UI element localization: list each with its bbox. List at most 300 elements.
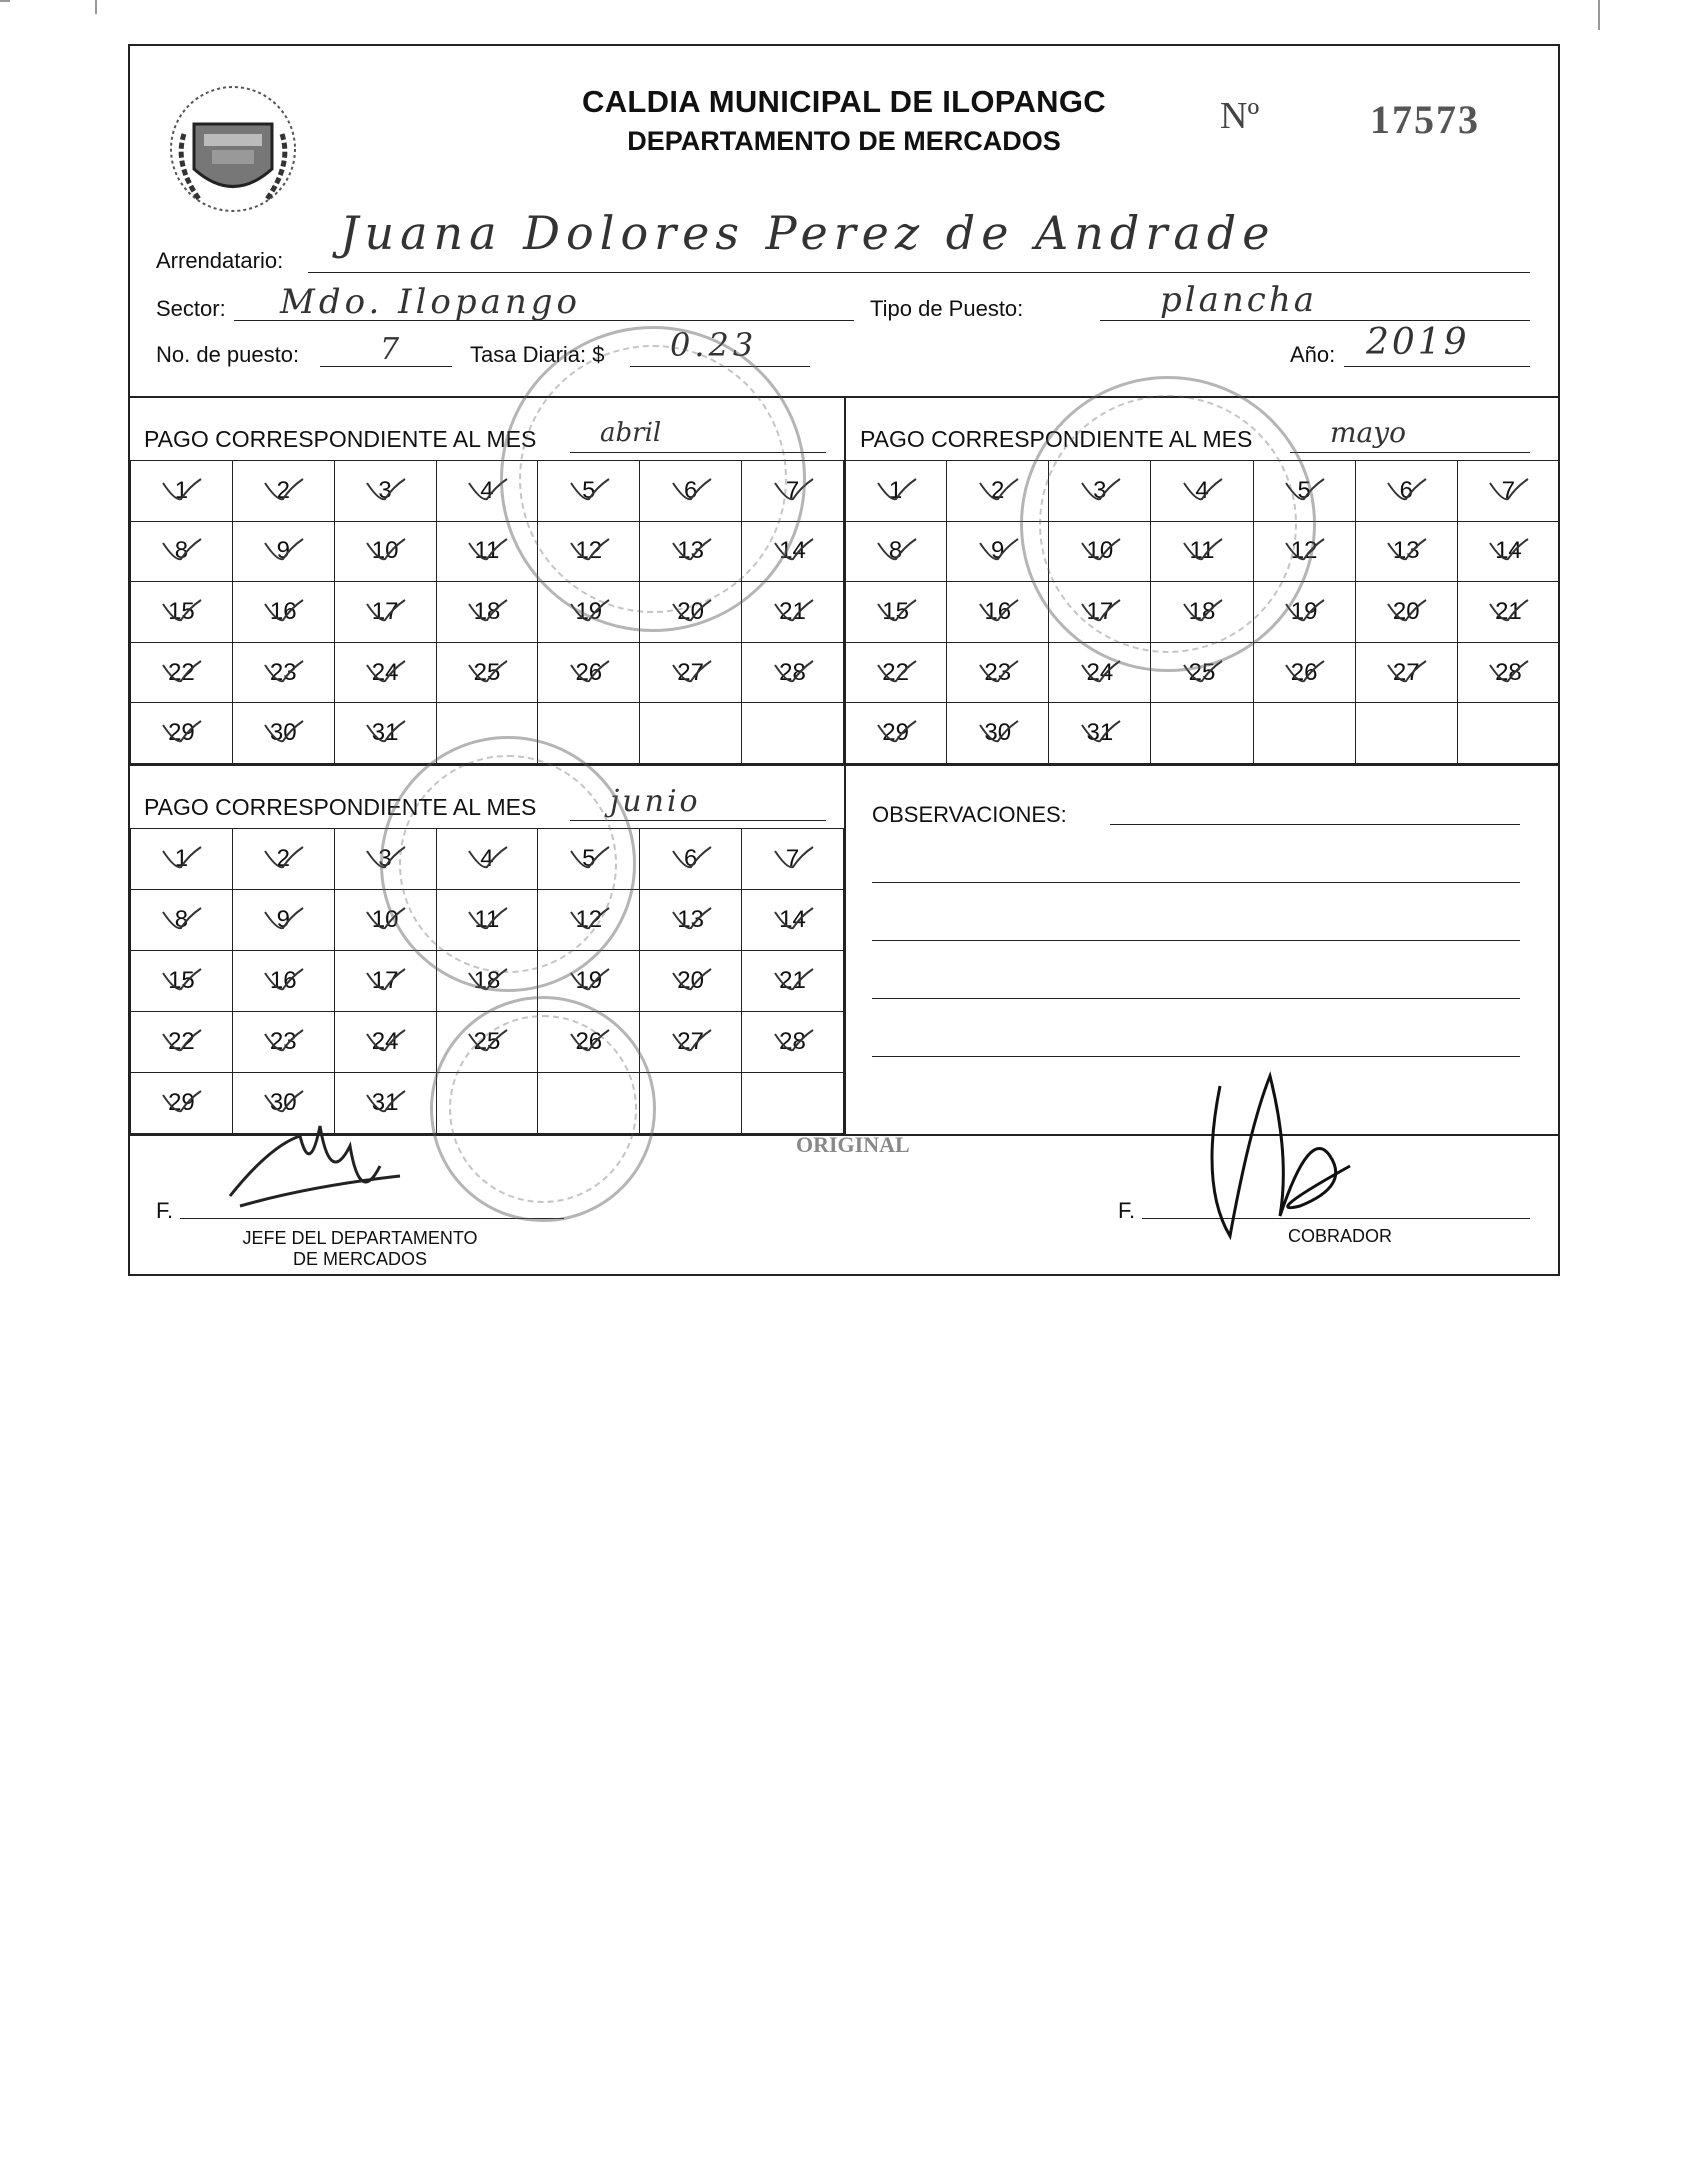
calendar-day-cell: [436, 829, 538, 890]
day-number: 17: [371, 967, 399, 994]
tipo-puesto-label: Tipo de Puesto:: [870, 296, 1024, 321]
payment-check-mark-icon: [567, 475, 613, 505]
calendar-day-cell: [845, 461, 947, 522]
day-number: 24: [371, 658, 399, 686]
calendar-row: [845, 703, 1560, 764]
payment-check-mark-icon: [1486, 475, 1532, 505]
payment-check-mark-icon: [1384, 475, 1430, 505]
day-number: 2: [276, 476, 290, 504]
day-number: 22: [168, 658, 195, 686]
payment-check-mark-icon: [976, 657, 1022, 687]
scan-edge-mark: [0, 0, 10, 2]
payment-check-mark-icon: [363, 843, 409, 873]
payment-check-mark-icon: [1282, 596, 1328, 626]
day-number: 1: [174, 845, 189, 872]
day-number: 16: [269, 597, 297, 625]
day-number: 12: [575, 906, 603, 933]
day-number: 9: [276, 537, 290, 565]
calendar-day-cell: [947, 642, 1049, 703]
day-number: 20: [1392, 597, 1420, 625]
observaciones-line-5: [872, 1056, 1520, 1057]
calendar-day-cell: [131, 642, 233, 703]
calendar-day-cell: [1355, 521, 1457, 582]
calendar-day-cell: [1355, 642, 1457, 703]
payment-check-mark-icon: [567, 657, 613, 687]
payment-check-mark-icon: [363, 904, 409, 934]
calendar-day-cell: [640, 642, 742, 703]
payment-check-mark-icon: [159, 1026, 205, 1056]
payment-check-mark-icon: [261, 535, 307, 565]
calendar-row: [131, 642, 844, 703]
calendar-day-cell: [640, 890, 742, 951]
calendar-day-cell: [1457, 642, 1559, 703]
day-number: 12: [1290, 537, 1318, 565]
calendar-day-cell: [742, 1012, 844, 1073]
calendar-day-cell: [538, 461, 640, 522]
day-number: 22: [168, 1028, 195, 1055]
calendar-day-cell: [436, 521, 538, 582]
calendar-day-cell: [742, 521, 844, 582]
payment-check-mark-icon: [261, 717, 307, 747]
day-number: 15: [882, 597, 909, 625]
day-number: 2: [276, 845, 290, 872]
calendar-day-cell: [947, 703, 1049, 764]
payment-check-mark-icon: [976, 535, 1022, 565]
calendar-day-cell: [538, 703, 640, 764]
payment-check-mark-icon: [1486, 535, 1532, 565]
anio-value: 2019: [1366, 322, 1470, 363]
payment-check-mark-icon: [159, 904, 205, 934]
left-signature: [210, 1106, 410, 1226]
form-number: 17573: [1370, 97, 1480, 142]
payment-check-mark-icon: [1078, 657, 1124, 687]
day-number: 13: [677, 906, 704, 933]
calendar-day-cell: [1457, 521, 1559, 582]
payment-check-mark-icon: [771, 1026, 817, 1056]
day-number: 6: [683, 845, 698, 872]
calendar-day-cell: [232, 1012, 334, 1073]
calendar-day-cell: [538, 1073, 640, 1134]
observaciones-line-2: [872, 882, 1520, 883]
calendar-day-cell: [742, 951, 844, 1012]
calendar-day-cell: [334, 582, 436, 643]
day-number: 18: [473, 967, 501, 994]
day-number: 8: [888, 537, 903, 565]
left-signature-caption: [210, 1228, 510, 1270]
calendar-day-cell: [640, 703, 742, 764]
sector-value: Mdo. Ilopango: [280, 282, 582, 322]
calendar-day-cell: [640, 829, 742, 890]
day-number: 9: [991, 537, 1005, 565]
day-number: 3: [1093, 476, 1107, 504]
payment-check-mark-icon: [1486, 596, 1532, 626]
calendar-day-cell: [131, 951, 233, 1012]
day-number: 9: [276, 906, 290, 933]
payment-check-mark-icon: [261, 904, 307, 934]
day-number: 4: [480, 845, 494, 872]
payment-check-mark-icon: [363, 965, 409, 995]
calendar-day-cell: [436, 461, 538, 522]
calendar-day-cell: [1151, 703, 1253, 764]
payment-check-mark-icon: [261, 657, 307, 687]
tipo-puesto-line: [1100, 320, 1530, 321]
calendar-day-cell: [742, 642, 844, 703]
day-number: 29: [168, 1089, 195, 1116]
payment-check-mark-icon: [1180, 475, 1226, 505]
calendar-day-cell: [742, 582, 844, 643]
month-1-line: [570, 452, 826, 453]
calendar-day-cell: [334, 703, 436, 764]
middle-divider-lower: [844, 764, 846, 1134]
calendar-day-cell: [1253, 461, 1355, 522]
calendar-day-cell: [538, 642, 640, 703]
left-signature-label: F.: [156, 1198, 174, 1223]
calendar-day-cell: [232, 461, 334, 522]
day-number: 15: [168, 597, 195, 625]
calendar-row: [131, 461, 844, 522]
payment-check-mark-icon: [363, 657, 409, 687]
original-mark: ORIGINAL: [796, 1132, 910, 1157]
payment-check-mark-icon: [771, 535, 817, 565]
day-number: 30: [269, 719, 297, 747]
calendar-day-cell: [232, 642, 334, 703]
calendar-row: [131, 829, 844, 890]
payment-check-mark-icon: [261, 965, 307, 995]
month-2-label: PAGO CORRESPONDIENTE AL MES: [860, 426, 1253, 452]
payment-check-mark-icon: [363, 535, 409, 565]
day-number: 10: [371, 537, 399, 565]
calendar-day-cell: [640, 1012, 742, 1073]
payment-check-mark-icon: [159, 596, 205, 626]
payment-check-mark-icon: [1078, 535, 1124, 565]
calendar-day-cell: [131, 890, 233, 951]
day-number: 30: [269, 1089, 297, 1116]
scan-edge-mark: [1598, 0, 1600, 30]
right-signature-label: F.: [1118, 1198, 1136, 1223]
payment-check-mark-icon: [771, 596, 817, 626]
calendar-day-cell: [334, 890, 436, 951]
payment-check-mark-icon: [465, 596, 511, 626]
calendar-day-cell: [436, 703, 538, 764]
payment-check-mark-icon: [465, 904, 511, 934]
calendar-row: [845, 461, 1560, 522]
day-number: 16: [269, 967, 297, 994]
payment-check-mark-icon: [771, 657, 817, 687]
tasa-line: [630, 366, 810, 367]
calendar-day-cell: [1457, 582, 1559, 643]
day-number: 8: [174, 537, 189, 565]
right-signature: [1180, 1066, 1380, 1246]
day-number: 24: [1086, 658, 1114, 686]
calendar-day-cell: [742, 1073, 844, 1134]
calendar-day-cell: [1355, 703, 1457, 764]
payment-check-mark-icon: [669, 657, 715, 687]
payment-check-mark-icon: [1282, 657, 1328, 687]
day-number: 11: [474, 537, 500, 565]
payment-check-mark-icon: [363, 717, 409, 747]
payment-check-mark-icon: [465, 1026, 511, 1056]
day-number: 1: [888, 476, 903, 504]
day-number: 21: [779, 597, 806, 625]
calendar-day-cell: [1253, 582, 1355, 643]
day-number: 16: [984, 597, 1012, 625]
calendar-day-cell: [845, 703, 947, 764]
payment-check-mark-icon: [465, 843, 511, 873]
payment-check-mark-icon: [1384, 535, 1430, 565]
payment-check-mark-icon: [1384, 596, 1430, 626]
payment-check-mark-icon: [567, 1026, 613, 1056]
calendar-day-cell: [232, 951, 334, 1012]
calendar-day-cell: [742, 890, 844, 951]
day-number: 27: [1392, 658, 1420, 686]
day-number: 2: [991, 476, 1005, 504]
left-caption-line-1: JEFE DEL DEPARTAMENTO: [242, 1228, 478, 1248]
calendar-day-cell: [538, 951, 640, 1012]
arrendatario-label: Arrendatario:: [156, 248, 284, 273]
day-number: 3: [378, 845, 392, 872]
day-number: 10: [371, 906, 399, 933]
calendar-row: [131, 1012, 844, 1073]
observaciones-line-4: [872, 998, 1520, 999]
tasa-label: Tasa Diaria: $: [470, 342, 605, 367]
calendar-day-cell: [131, 1012, 233, 1073]
calendar-day-cell: [436, 1012, 538, 1073]
arrendatario-value: Juana Dolores Perez de Andrade: [340, 206, 1276, 260]
day-number: 7: [785, 845, 800, 872]
calendar-day-cell: [232, 829, 334, 890]
calendar-day-cell: [334, 1012, 436, 1073]
payment-check-mark-icon: [669, 843, 715, 873]
day-number: 29: [882, 719, 909, 747]
calendar-row: [131, 951, 844, 1012]
calendar-day-cell: [334, 642, 436, 703]
payment-check-mark-icon: [771, 965, 817, 995]
calendar-day-cell: [334, 951, 436, 1012]
calendar-day-cell: [640, 521, 742, 582]
day-number: 23: [269, 1028, 297, 1055]
day-number: 24: [371, 1028, 399, 1055]
calendar-day-cell: [1253, 642, 1355, 703]
anio-line: [1344, 366, 1530, 367]
payment-check-mark-icon: [261, 1026, 307, 1056]
puesto-value: 7: [380, 332, 400, 367]
day-number: 29: [168, 719, 195, 747]
payment-check-mark-icon: [874, 657, 920, 687]
day-number: 18: [1188, 597, 1216, 625]
month-2-value: mayo: [1330, 416, 1406, 449]
day-number: 28: [779, 658, 806, 686]
calendar-day-cell: [845, 521, 947, 582]
payment-check-mark-icon: [261, 596, 307, 626]
payment-check-mark-icon: [261, 475, 307, 505]
payment-check-mark-icon: [567, 843, 613, 873]
left-caption-line-2: DE MERCADOS: [292, 1249, 427, 1269]
calendar-day-cell: [1355, 461, 1457, 522]
day-number: 13: [1392, 537, 1420, 565]
month-3-label: PAGO CORRESPONDIENTE AL MES: [144, 794, 537, 820]
day-number: 30: [984, 719, 1012, 747]
day-number: 12: [575, 537, 603, 565]
calendar-day-cell: [436, 890, 538, 951]
calendar-day-cell: [1049, 461, 1151, 522]
calendar-day-cell: [742, 703, 844, 764]
calendar-row: [131, 521, 844, 582]
calendar-day-cell: [436, 951, 538, 1012]
calendar-day-cell: [436, 582, 538, 643]
puesto-label: No. de puesto:: [156, 342, 300, 367]
day-number: 14: [1495, 537, 1522, 565]
calendar-month-3: [130, 828, 844, 1134]
calendar-day-cell: [640, 461, 742, 522]
calendar-day-cell: [436, 642, 538, 703]
calendar-day-cell: [538, 890, 640, 951]
payment-check-mark-icon: [1078, 475, 1124, 505]
calendar-day-cell: [1049, 642, 1151, 703]
month-1-value: abril: [600, 418, 662, 448]
calendar-day-cell: [1457, 461, 1559, 522]
calendar-day-cell: [538, 829, 640, 890]
day-number: 5: [582, 476, 596, 504]
day-number: 19: [575, 967, 603, 994]
calendar-day-cell: [1151, 582, 1253, 643]
day-number: 21: [779, 967, 806, 994]
day-number: 1: [174, 476, 189, 504]
calendar-day-cell: [131, 703, 233, 764]
day-number: 20: [677, 967, 704, 994]
month-3-value: junio: [610, 784, 701, 819]
day-number: 19: [1290, 597, 1318, 625]
payment-check-mark-icon: [771, 843, 817, 873]
payment-check-mark-icon: [567, 596, 613, 626]
day-number: 8: [174, 906, 189, 933]
calendar-day-cell: [640, 582, 742, 643]
payment-check-mark-icon: [874, 717, 920, 747]
observaciones-line-3: [872, 940, 1520, 941]
day-number: 21: [1495, 597, 1522, 625]
calendar-day-cell: [1151, 461, 1253, 522]
calendar-day-cell: [334, 521, 436, 582]
calendar-day-cell: [131, 461, 233, 522]
calendar-row: [845, 521, 1560, 582]
tasa-value: 0.23: [670, 326, 758, 364]
market-payment-form: [128, 44, 1560, 1276]
payment-check-mark-icon: [669, 596, 715, 626]
day-number: 31: [1086, 719, 1114, 747]
calendar-month-2: [844, 460, 1560, 764]
day-number: 26: [575, 658, 603, 686]
calendar-day-cell: [232, 890, 334, 951]
form-subtitle: DEPARTAMENTO DE MERCADOS: [627, 126, 1061, 156]
calendar-row: [131, 890, 844, 951]
day-number: 17: [371, 597, 399, 625]
day-number: 31: [371, 1089, 399, 1116]
form-title: CALDIA MUNICIPAL DE ILOPANGC: [582, 84, 1106, 119]
calendar-day-cell: [845, 582, 947, 643]
payment-check-mark-icon: [1078, 717, 1124, 747]
day-number: 11: [1189, 537, 1215, 565]
day-number: 6: [1399, 476, 1413, 504]
payment-check-mark-icon: [159, 965, 205, 995]
month-2-line: [1290, 452, 1530, 453]
calendar-day-cell: [232, 521, 334, 582]
payment-check-mark-icon: [669, 965, 715, 995]
payment-check-mark-icon: [567, 535, 613, 565]
calendar-day-cell: [1457, 703, 1559, 764]
calendar-row: [845, 582, 1560, 643]
calendar-row: [131, 703, 844, 764]
calendar-row: [845, 642, 1560, 703]
day-number: 7: [785, 476, 800, 504]
day-number: 28: [1495, 658, 1522, 686]
calendar-day-cell: [436, 1073, 538, 1134]
payment-check-mark-icon: [159, 475, 205, 505]
payment-check-mark-icon: [771, 475, 817, 505]
day-number: 4: [1195, 476, 1209, 504]
day-number: 5: [1297, 476, 1311, 504]
payment-check-mark-icon: [159, 657, 205, 687]
payment-check-mark-icon: [159, 717, 205, 747]
anio-label: Año:: [1290, 342, 1336, 367]
calendar-day-cell: [131, 582, 233, 643]
month-1-label: PAGO CORRESPONDIENTE AL MES: [144, 426, 537, 452]
calendar-month-1: [130, 460, 844, 764]
payment-check-mark-icon: [1180, 657, 1226, 687]
calendar-day-cell: [1253, 521, 1355, 582]
calendar-day-cell: [1049, 582, 1151, 643]
calendar-day-cell: [742, 461, 844, 522]
calendar-day-cell: [845, 642, 947, 703]
day-number: 19: [575, 597, 603, 625]
calendar-day-cell: [1049, 521, 1151, 582]
day-number: 26: [1290, 658, 1318, 686]
tipo-puesto-value: plancha: [1160, 280, 1318, 320]
day-number: 22: [882, 658, 909, 686]
sector-label: Sector:: [156, 296, 226, 321]
calendar-day-cell: [947, 582, 1049, 643]
payment-check-mark-icon: [261, 843, 307, 873]
calendar-day-cell: [1253, 703, 1355, 764]
calendar-day-cell: [1355, 582, 1457, 643]
payment-check-mark-icon: [465, 965, 511, 995]
calendar-day-cell: [1049, 703, 1151, 764]
payment-check-mark-icon: [669, 535, 715, 565]
payment-check-mark-icon: [363, 1026, 409, 1056]
calendar-day-cell: [131, 521, 233, 582]
number-label: Nº: [1220, 95, 1260, 137]
arrendatario-line: [308, 272, 1530, 273]
day-number: 18: [473, 597, 501, 625]
calendar-day-cell: [538, 521, 640, 582]
payment-check-mark-icon: [159, 1087, 205, 1117]
calendar-day-cell: [131, 829, 233, 890]
day-number: 6: [683, 476, 698, 504]
payment-check-mark-icon: [159, 843, 205, 873]
payment-check-mark-icon: [874, 475, 920, 505]
day-number: 23: [269, 658, 297, 686]
payment-check-mark-icon: [465, 535, 511, 565]
day-number: 25: [1188, 658, 1216, 686]
payment-check-mark-icon: [465, 475, 511, 505]
day-number: 27: [677, 658, 704, 686]
calendar-day-cell: [947, 461, 1049, 522]
day-number: 25: [473, 1028, 501, 1055]
day-number: 7: [1501, 476, 1516, 504]
day-number: 10: [1086, 537, 1114, 565]
day-number: 14: [779, 906, 806, 933]
day-number: 14: [779, 537, 806, 565]
payment-check-mark-icon: [1486, 657, 1532, 687]
payment-check-mark-icon: [669, 475, 715, 505]
